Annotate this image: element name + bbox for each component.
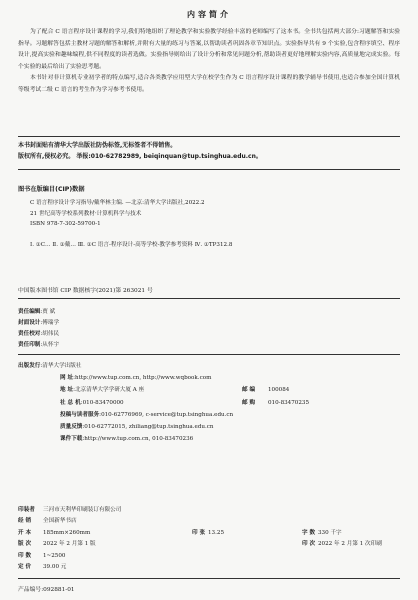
intro-paragraph-2: 本书针对非计算机专业初学者的特点编写,适合各类教学应用型大学在校学生作为 C 语言程序设计课程的教学辅导书使用,也适合参加全国计算机等级考试二级 C 语言的考生作为学习参考书使用。 bbox=[18, 75, 400, 93]
service-value: 010-62776969, c-service@tup.tsinghua.edu.cn bbox=[101, 411, 234, 418]
publisher-value: 清华大学出版社 bbox=[42, 363, 82, 369]
product-number: 产品编号:092881-01 bbox=[18, 587, 75, 593]
printing-label: 印 次 bbox=[302, 541, 316, 548]
intro-section bbox=[18, 27, 400, 97]
page-title: 内容简介 bbox=[187, 10, 231, 19]
distributor-label: 经 销 bbox=[18, 518, 32, 525]
anti-piracy-line-2: 版权所有,侵权必究。 举报:010-62782989, beiqinquan@tup.tsinghua.edu.cn。 bbox=[18, 153, 262, 160]
staff-value: 从怀宇 bbox=[42, 342, 60, 348]
zip-value: 100084 bbox=[268, 387, 290, 394]
staff-label: 责任编辑 bbox=[18, 309, 41, 315]
courseware-value: http://www.tup.com.cn, 010-83470236 bbox=[84, 436, 194, 443]
distributor-value: 全国新华书店 bbox=[43, 518, 77, 525]
printer-value: 三河市天利华印刷装订有限公司 bbox=[43, 507, 122, 513]
word-count-label: 字 数 bbox=[302, 529, 316, 536]
format-value: 185mm×260mm bbox=[43, 529, 91, 536]
website-label: 网 址 bbox=[60, 375, 74, 382]
cip-line-4: Ⅰ. ①C… Ⅱ. ①戴… Ⅲ. ①C 语言-程序设计-高等学校-教学参考资料 Ⅳ. ①TP312.8 bbox=[30, 241, 233, 248]
cip-approval-number: 中国版本图书馆 CIP 数据核字(2021)第 263021 号 bbox=[18, 288, 153, 294]
switchboard-value: 010-83470000 bbox=[82, 399, 124, 406]
cip-heading: 图书在版编目(CIP)数据 bbox=[18, 186, 85, 193]
copies-row bbox=[18, 551, 400, 562]
distributor-row bbox=[18, 516, 400, 527]
edition-row bbox=[18, 539, 400, 550]
sheets-value: 13.25 bbox=[208, 529, 225, 536]
staff-row: 责任校对:胡伟民 bbox=[18, 331, 60, 337]
price-value: 39.00 元 bbox=[43, 563, 67, 570]
staff-value: 傅瑞学 bbox=[42, 320, 60, 326]
cip-line-3: ISBN 978-7-302-59700-1 bbox=[30, 221, 101, 227]
courseware-row: 课件下载:http://www.tup.com.cn, 010-83470236 bbox=[60, 436, 194, 443]
mail-order-label: 邮 购 bbox=[242, 399, 256, 406]
zip-label: 邮 编 bbox=[242, 387, 256, 394]
cip-block bbox=[30, 198, 400, 250]
quality-row: 质量反馈:010-62772015, zhiliang@tup.tsinghua.edu.cn bbox=[60, 423, 214, 430]
staff-label: 责任校对 bbox=[18, 331, 41, 337]
divider bbox=[18, 169, 400, 170]
printing-value: 2022 年 2 月第 1 次印刷 bbox=[318, 541, 382, 548]
courseware-label: 课件下载 bbox=[60, 436, 83, 443]
printer-label: 印装者 bbox=[18, 507, 35, 513]
price-label: 定 价 bbox=[18, 563, 32, 570]
publisher-label: 出版发行 bbox=[18, 363, 41, 369]
edition-label: 版 次 bbox=[18, 541, 32, 548]
divider bbox=[18, 298, 400, 299]
service-row: 投稿与读者服务:010-62776969, c-service@tup.tsinghua.edu.cn bbox=[60, 411, 234, 418]
divider bbox=[18, 354, 400, 355]
divider bbox=[18, 578, 400, 579]
word-count-value: 330 千字 bbox=[318, 529, 342, 536]
publisher-info bbox=[18, 360, 400, 445]
switchboard-label: 社 总 机 bbox=[60, 399, 81, 406]
format-label: 开 本 bbox=[18, 529, 32, 536]
printer-row bbox=[18, 505, 400, 516]
staff-value: 胡伟民 bbox=[42, 331, 60, 337]
anti-piracy-notice bbox=[18, 140, 400, 162]
website-value: http://www.tup.com.cn, http://www.wqbook.com bbox=[75, 375, 212, 382]
address-row: 地 址:北京清华大学学研大厦 A 座 邮 编 100084 bbox=[18, 384, 400, 396]
staff-row: 责任印制:从怀宇 bbox=[18, 342, 60, 348]
switchboard-row: 社 总 机:010-83470000 邮 购 010-83470235 bbox=[18, 397, 400, 409]
address-label: 地 址 bbox=[60, 387, 74, 394]
cip-line-2: 21 世纪高等学校系列教材·计算机科学与技术 bbox=[30, 210, 142, 217]
staff-row: 责任编辑:贾 斌 bbox=[18, 309, 56, 315]
quality-label: 质量反馈 bbox=[60, 423, 83, 430]
staff-label: 封面设计 bbox=[18, 320, 41, 326]
anti-piracy-line-1: 本书封面贴有清华大学出版社防伪标签,无标签者不得销售。 bbox=[18, 142, 177, 149]
staff-credits bbox=[18, 307, 218, 351]
format-row bbox=[18, 528, 400, 539]
quality-value: 010-62772015, zhiliang@tup.tsinghua.edu.cn bbox=[84, 423, 214, 430]
website-row: 网 址:http://www.tup.com.cn, http://www.wqbook.com bbox=[60, 375, 212, 382]
staff-label: 责任印制 bbox=[18, 342, 41, 348]
price-row bbox=[18, 562, 400, 573]
intro-paragraph-1: 为了配合 C 语言程序设计课程的学习,我们特地组织了理论教学和实验教学经验丰富的老师编写了这本书。全书共包括两大部分:习题解答和实验指导。习题解答包括主教材习题的解答和解析,并附有大量的练习与答案,以帮助读者巩固各章节知识点。实验指导共有 9 个实验,包含程序填空、程序设计,提高实验和趣味编程,供不同程度的读者选做。实验指导则给出了设计分析和常见问题分析,帮助读者更好地理解实验内容,高质量地完成实验。每个实验的最后给出了实验思考题。 bbox=[18, 29, 400, 70]
address-value: 北京清华大学学研大厦 A 座 bbox=[75, 387, 145, 394]
sheets-label: 印 张 bbox=[192, 529, 206, 536]
staff-value: 贾 斌 bbox=[42, 309, 56, 315]
staff-row: 封面设计:傅瑞学 bbox=[18, 320, 60, 326]
edition-value: 2022 年 2 月第 1 版 bbox=[43, 541, 96, 548]
service-label: 投稿与读者服务 bbox=[60, 411, 100, 418]
copies-value: 1~2500 bbox=[43, 552, 66, 559]
mail-order-value: 010-83470235 bbox=[268, 399, 310, 406]
print-specs bbox=[18, 505, 400, 573]
cip-line-1: C 语言程序设计学习指导/戴华林主编. —北京:清华大学出版社,2022.2 bbox=[30, 200, 205, 206]
publisher-row: 出版发行:清华大学出版社 bbox=[18, 363, 82, 369]
copies-label: 印 数 bbox=[18, 552, 32, 559]
divider bbox=[18, 136, 400, 137]
